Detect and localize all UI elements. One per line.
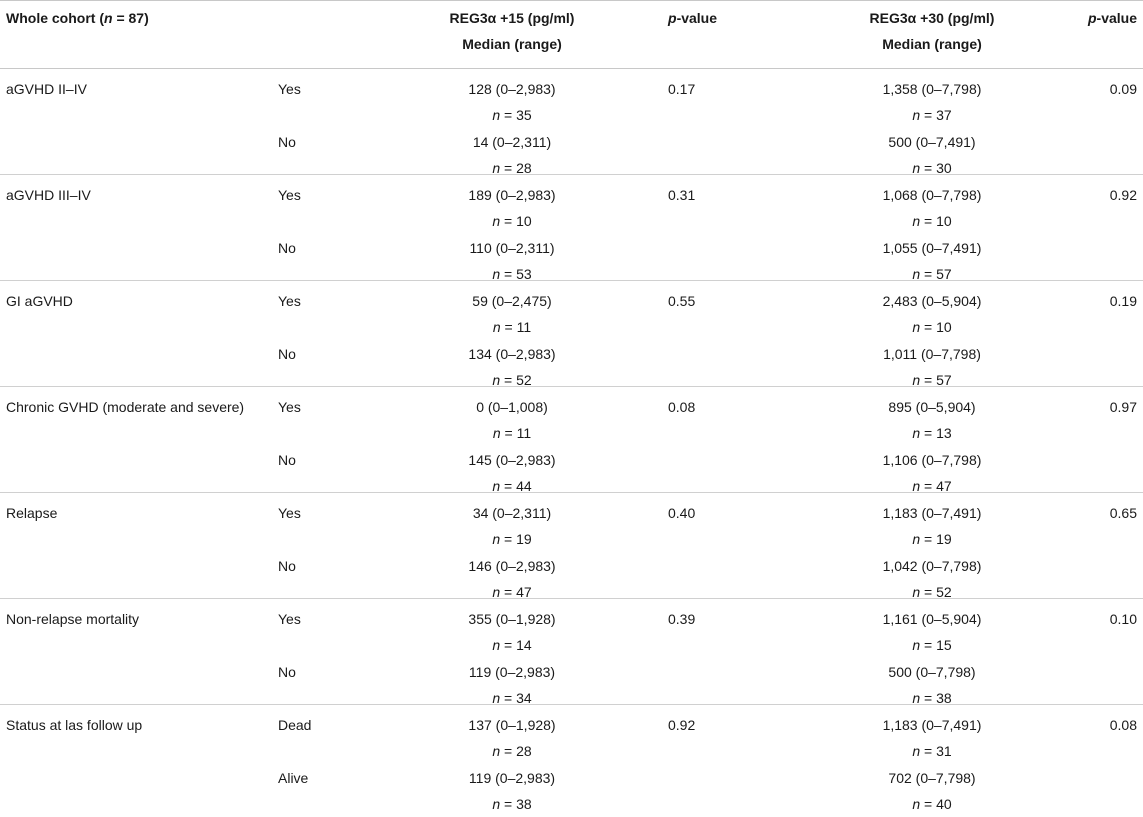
reg3a-15-median: 145 (0–2,983) [468, 452, 556, 468]
reg3a-30-median: 2,483 (0–5,904) [882, 293, 982, 309]
header-p-letter: p [668, 10, 677, 26]
n-symbol: n [912, 637, 921, 653]
reg3a-30-median: 500 (0–7,491) [888, 134, 976, 150]
reg3a-30-count [832, 791, 1032, 817]
n-symbol: n [912, 319, 921, 335]
n-symbol: n [912, 531, 921, 547]
reg3a-30-count [832, 632, 1032, 658]
n-symbol: n [492, 690, 501, 706]
reg3a-15-count [412, 738, 612, 764]
n-symbol: n [912, 584, 921, 600]
p-value-30: 0.09 [1109, 81, 1137, 97]
outcome-label: aGVHD III–IV [6, 187, 91, 203]
p-value-30: 0.92 [1109, 187, 1137, 203]
count-value: = 19 [500, 531, 532, 547]
count-value: = 38 [500, 796, 532, 812]
p-value-15: 0.92 [668, 717, 696, 733]
reg3a-30-median: 1,055 (0–7,491) [882, 240, 982, 256]
n-symbol: n [912, 796, 921, 812]
p-value-15: 0.39 [668, 611, 696, 627]
p-value-30: 0.10 [1109, 611, 1137, 627]
n-symbol: n [912, 213, 921, 229]
subgroup-label: Dead [278, 717, 312, 733]
n-symbol: n [912, 743, 921, 759]
subgroup-label: Yes [278, 399, 301, 415]
subgroup-label: Alive [278, 770, 309, 786]
table-row [0, 387, 1143, 493]
count-value: = 35 [500, 107, 532, 123]
reg3a-30-count [832, 314, 1032, 340]
count-value: = 52 [920, 584, 952, 600]
header-reg3a-30-subtitle: Median (range) [882, 36, 982, 52]
table-row [0, 69, 1143, 175]
header-whole-cohort [6, 5, 149, 31]
reg3a-15-median: 134 (0–2,983) [468, 346, 556, 362]
reg3a-15-median: 0 (0–1,008) [476, 399, 548, 415]
count-value: = 10 [920, 319, 952, 335]
n-symbol: n [492, 531, 501, 547]
count-value: = 10 [920, 213, 952, 229]
count-value: = 47 [500, 584, 532, 600]
subgroup-label: No [278, 346, 296, 362]
count-value: = 11 [500, 425, 532, 441]
count-value: = 53 [500, 266, 532, 282]
reg3a-30-median: 1,358 (0–7,798) [882, 81, 982, 97]
count-value: = 31 [920, 743, 952, 759]
count-value: = 38 [920, 690, 952, 706]
n-symbol: n [492, 372, 501, 388]
n-symbol: n [492, 584, 501, 600]
count-value: = 57 [920, 266, 952, 282]
header-p-letter: p [1087, 10, 1097, 26]
header-reg3a-15-subtitle: Median (range) [462, 36, 562, 52]
outcome-label: GI aGVHD [6, 293, 73, 309]
subgroup-label: No [278, 558, 296, 574]
header-p-suffix: -value [676, 10, 718, 26]
n-symbol: n [912, 478, 921, 494]
p-value-30: 0.65 [1109, 505, 1137, 521]
n-symbol: n [492, 266, 501, 282]
reg3a-15-median: 59 (0–2,475) [472, 293, 552, 309]
table-row [0, 175, 1143, 281]
n-symbol: n [492, 213, 501, 229]
reg3a-15-median: 34 (0–2,311) [472, 505, 552, 521]
header-cohort-n: n [104, 10, 113, 26]
reg3a-15-median: 189 (0–2,983) [468, 187, 556, 203]
count-value: = 52 [500, 372, 532, 388]
reg3a-30-median: 895 (0–5,904) [888, 399, 976, 415]
subgroup-label: Yes [278, 293, 301, 309]
header-p-value-15 [668, 5, 717, 31]
reg3a-30-count [832, 420, 1032, 446]
n-symbol: n [912, 690, 921, 706]
reg3a-15-median: 128 (0–2,983) [468, 81, 556, 97]
count-value: = 40 [920, 796, 952, 812]
count-value: = 13 [920, 425, 952, 441]
reg3a-30-count [832, 102, 1032, 128]
n-symbol: n [492, 478, 501, 494]
n-symbol: n [492, 107, 501, 123]
count-value: = 10 [500, 213, 532, 229]
table-row [0, 705, 1143, 811]
reg3a-15-median: 110 (0–2,311) [469, 240, 555, 256]
n-symbol: n [912, 372, 921, 388]
table-header [0, 0, 1143, 69]
p-value-15: 0.17 [668, 81, 696, 97]
n-symbol: n [492, 425, 501, 441]
header-reg3a-30-title: REG3α +30 (pg/ml) [869, 10, 995, 26]
count-value: = 14 [500, 637, 532, 653]
header-reg3a-15 [412, 5, 612, 57]
count-value: = 47 [920, 478, 952, 494]
count-value: = 44 [500, 478, 532, 494]
reg3a-30-median: 500 (0–7,798) [888, 664, 976, 680]
n-symbol: n [912, 107, 921, 123]
p-value-15: 0.31 [668, 187, 696, 203]
n-symbol: n [912, 160, 921, 176]
reg3a-15-count [412, 632, 612, 658]
n-symbol: n [912, 425, 921, 441]
p-value-15: 0.55 [668, 293, 696, 309]
reg3a-15-count [412, 208, 612, 234]
p-value-30: 0.97 [1109, 399, 1137, 415]
reg3a-15-count [412, 526, 612, 552]
count-value: = 28 [500, 743, 532, 759]
outcome-label: Non-relapse mortality [6, 611, 140, 627]
subgroup-label: Yes [278, 187, 301, 203]
outcome-label: Relapse [6, 505, 58, 521]
reg3a-15-count [412, 791, 612, 817]
table-row [0, 493, 1143, 599]
reg3a-15-median: 119 (0–2,983) [468, 664, 556, 680]
reg3a-30-count [832, 208, 1032, 234]
count-value: = 34 [500, 690, 532, 706]
p-value-30: 0.19 [1109, 293, 1137, 309]
p-value-30: 0.08 [1109, 717, 1137, 733]
count-value: = 19 [920, 531, 952, 547]
count-value: = 15 [920, 637, 952, 653]
subgroup-label: No [278, 240, 296, 256]
reg3a-15-count [412, 314, 612, 340]
reg3a-15-count [412, 420, 612, 446]
count-value: = 30 [920, 160, 952, 176]
table-body [0, 69, 1143, 811]
reg3a-30-median: 1,068 (0–7,798) [882, 187, 982, 203]
reg3a-15-median: 146 (0–2,983) [468, 558, 556, 574]
n-symbol: n [912, 266, 921, 282]
count-value: = 37 [920, 107, 952, 123]
subgroup-label: No [278, 664, 296, 680]
n-symbol: n [492, 319, 501, 335]
subgroup-label: No [278, 134, 296, 150]
count-value: = 57 [920, 372, 952, 388]
reg3a-30-median: 1,183 (0–7,491) [882, 717, 982, 733]
n-symbol: n [492, 637, 501, 653]
outcome-label: Status at las follow up [6, 717, 143, 733]
n-symbol: n [492, 160, 501, 176]
n-symbol: n [492, 796, 501, 812]
reg3a-30-median: 1,011 (0–7,798) [883, 346, 981, 362]
reg3a-15-count [412, 102, 612, 128]
n-symbol: n [492, 743, 501, 759]
reg3a-15-median: 137 (0–1,928) [468, 717, 556, 733]
reg3a-30-median: 1,161 (0–5,904) [882, 611, 982, 627]
table-row [0, 281, 1143, 387]
subgroup-label: Yes [278, 505, 301, 521]
reg3a-30-median: 1,106 (0–7,798) [882, 452, 982, 468]
reg3a-15-median: 14 (0–2,311) [472, 134, 552, 150]
outcome-label: Chronic GVHD (moderate and severe) [6, 399, 245, 415]
header-cohort-label: Whole cohort ( [6, 10, 104, 26]
header-reg3a-15-title: REG3α +15 (pg/ml) [449, 10, 575, 26]
p-value-15: 0.40 [668, 505, 696, 521]
header-reg3a-30 [832, 5, 1032, 57]
header-p-value-30 [1088, 5, 1137, 31]
reg3a-30-median: 1,183 (0–7,491) [882, 505, 982, 521]
p-value-15: 0.08 [668, 399, 696, 415]
reg3a-30-median: 1,042 (0–7,798) [882, 558, 982, 574]
reg3a-30-count [832, 526, 1032, 552]
subgroup-label: Yes [278, 611, 301, 627]
reg3a-30-count [832, 738, 1032, 764]
reg3a-30-median: 702 (0–7,798) [888, 770, 976, 786]
reg3a-15-median: 355 (0–1,928) [468, 611, 556, 627]
subgroup-label: Yes [278, 81, 301, 97]
header-cohort-n-value: = 87) [112, 10, 149, 26]
outcome-label: aGVHD II–IV [6, 81, 87, 97]
count-value: = 11 [500, 319, 532, 335]
subgroup-label: No [278, 452, 296, 468]
header-p-suffix: -value [1096, 10, 1137, 26]
reg3a-15-median: 119 (0–2,983) [468, 770, 556, 786]
table-row [0, 599, 1143, 705]
count-value: = 28 [500, 160, 532, 176]
